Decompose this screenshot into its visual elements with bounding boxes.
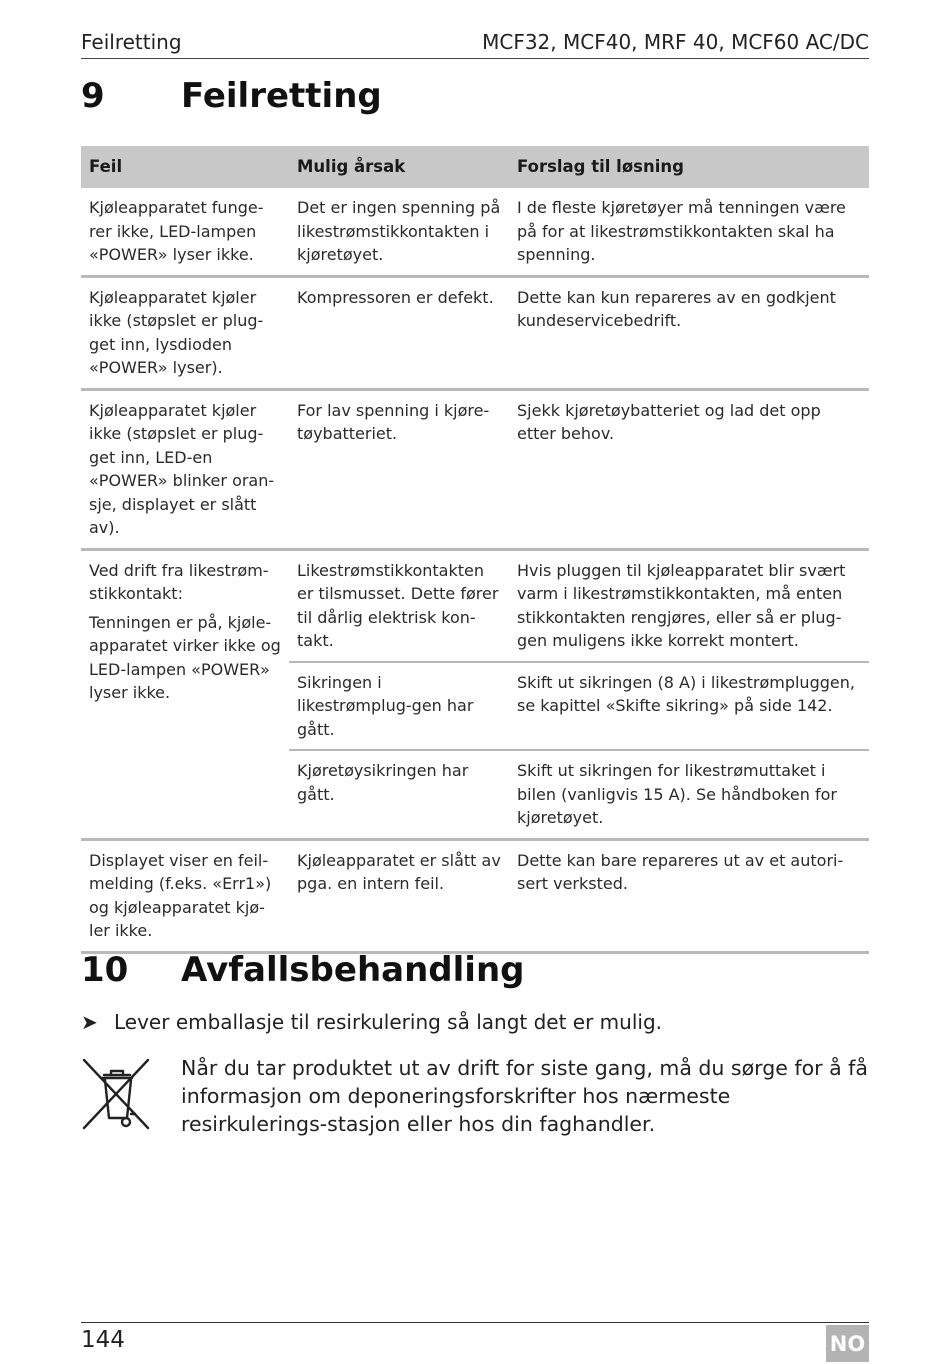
cause-cell: Kjøretøysikringen har gått. [289,750,509,839]
column-header-solution: Forslag til løsning [509,146,869,188]
solution-cell: Hvis pluggen til kjøleapparatet blir svært varm i likestrømstikkontakten, må enten stikkontakten rengjøres, eller så er plug-gen muligens ikke korrekt montert. [509,549,869,662]
section-heading-9 [81,76,382,116]
fault-cell: Kjøleapparatet funge-rer ikke, LED-lampen «POWER» lyser ikke. [81,188,289,276]
troubleshooting-table [81,146,869,954]
crossed-out-wheelie-bin-icon [81,1056,153,1132]
column-header-fault: Feil [81,146,289,188]
disposal-paragraph: Når du tar produktet ut av drift for siste gang, må du sørge for å få informasjon om deponeringsforskrifter hos nærmeste resirkulerings-stasjon eller hos din faghandler. [181,1056,868,1136]
solution-cell: Sjekk kjøretøybatteriet og lad det opp etter behov. [509,389,869,549]
table-row [81,389,869,549]
page-number: 144 [81,1327,125,1353]
table-row [81,839,869,952]
fault-cell [81,549,289,839]
solution-cell: I de fleste kjøretøyer må tenningen være på for at likestrømstikkontakten skal ha spenning. [509,188,869,276]
cause-cell: Kompressoren er defekt. [289,276,509,389]
fault-condition: Ved drift fra likestrøm-stikkontakt: [89,560,269,603]
table-row [81,276,869,389]
section-number: 9 [81,76,105,116]
footer-divider [81,1322,869,1323]
table-row [81,549,869,662]
column-header-cause: Mulig årsak [289,146,509,188]
cause-cell: Sikringen i likestrømplug-gen har gått. [289,662,509,751]
instruction-bullet [81,1010,662,1034]
cause-cell: Likestrømstikkontakten er tilsmusset. Dette fører til dårlig elektrisk kon-takt. [289,549,509,662]
cause-cell: Det er ingen spenning på likestrømstikkontakten i kjøretøyet. [289,188,509,276]
section-heading-10 [81,950,525,990]
fault-description: Tenningen er på, kjøle-apparatet virker ikke og LED-lampen «POWER» lyser ikke. [89,612,281,702]
header-section: Feilretting [81,30,182,54]
language-badge: NO [826,1325,869,1362]
instruction-text: Lever emballasje til resirkulering så langt det er mulig. [114,1010,662,1034]
table-header-row [81,146,869,188]
solution-cell: Skift ut sikringen (8 A) i likestrømpluggen, se kapittel «Skifte sikring» på side 142. [509,662,869,751]
fault-cell: Displayet viser en feil-melding (f.eks. «Err1») og kjøleapparatet kjø-ler ikke. [81,839,289,952]
solution-cell: Dette kan bare repareres ut av et autori-sert verksted. [509,839,869,952]
fault-cell: Kjøleapparatet kjøler ikke (støpslet er plug-get inn, LED-en «POWER» blinker oran-sje, displayet er slått av). [81,389,289,549]
arrow-bullet-icon: ➤ [81,1010,98,1034]
page-header [81,30,869,59]
solution-cell: Skift ut sikringen for likestrømuttaket i bilen (vanligvis 15 A). Se håndboken for kjøretøyet. [509,750,869,839]
cause-cell: For lav spenning i kjøre-tøybatteriet. [289,389,509,549]
section-title: Feilretting [181,76,382,116]
header-models: MCF32, MCF40, MRF 40, MCF60 AC/DC [482,30,869,54]
fault-cell: Kjøleapparatet kjøler ikke (støpslet er plug-get inn, lysdioden «POWER» lyser). [81,276,289,389]
section-title: Avfallsbehandling [181,950,525,990]
cause-cell: Kjøleapparatet er slått av pga. en intern feil. [289,839,509,952]
table-row [81,188,869,276]
section-number: 10 [81,950,129,990]
solution-cell: Dette kan kun repareres av en godkjent kundeservicebedrift. [509,276,869,389]
